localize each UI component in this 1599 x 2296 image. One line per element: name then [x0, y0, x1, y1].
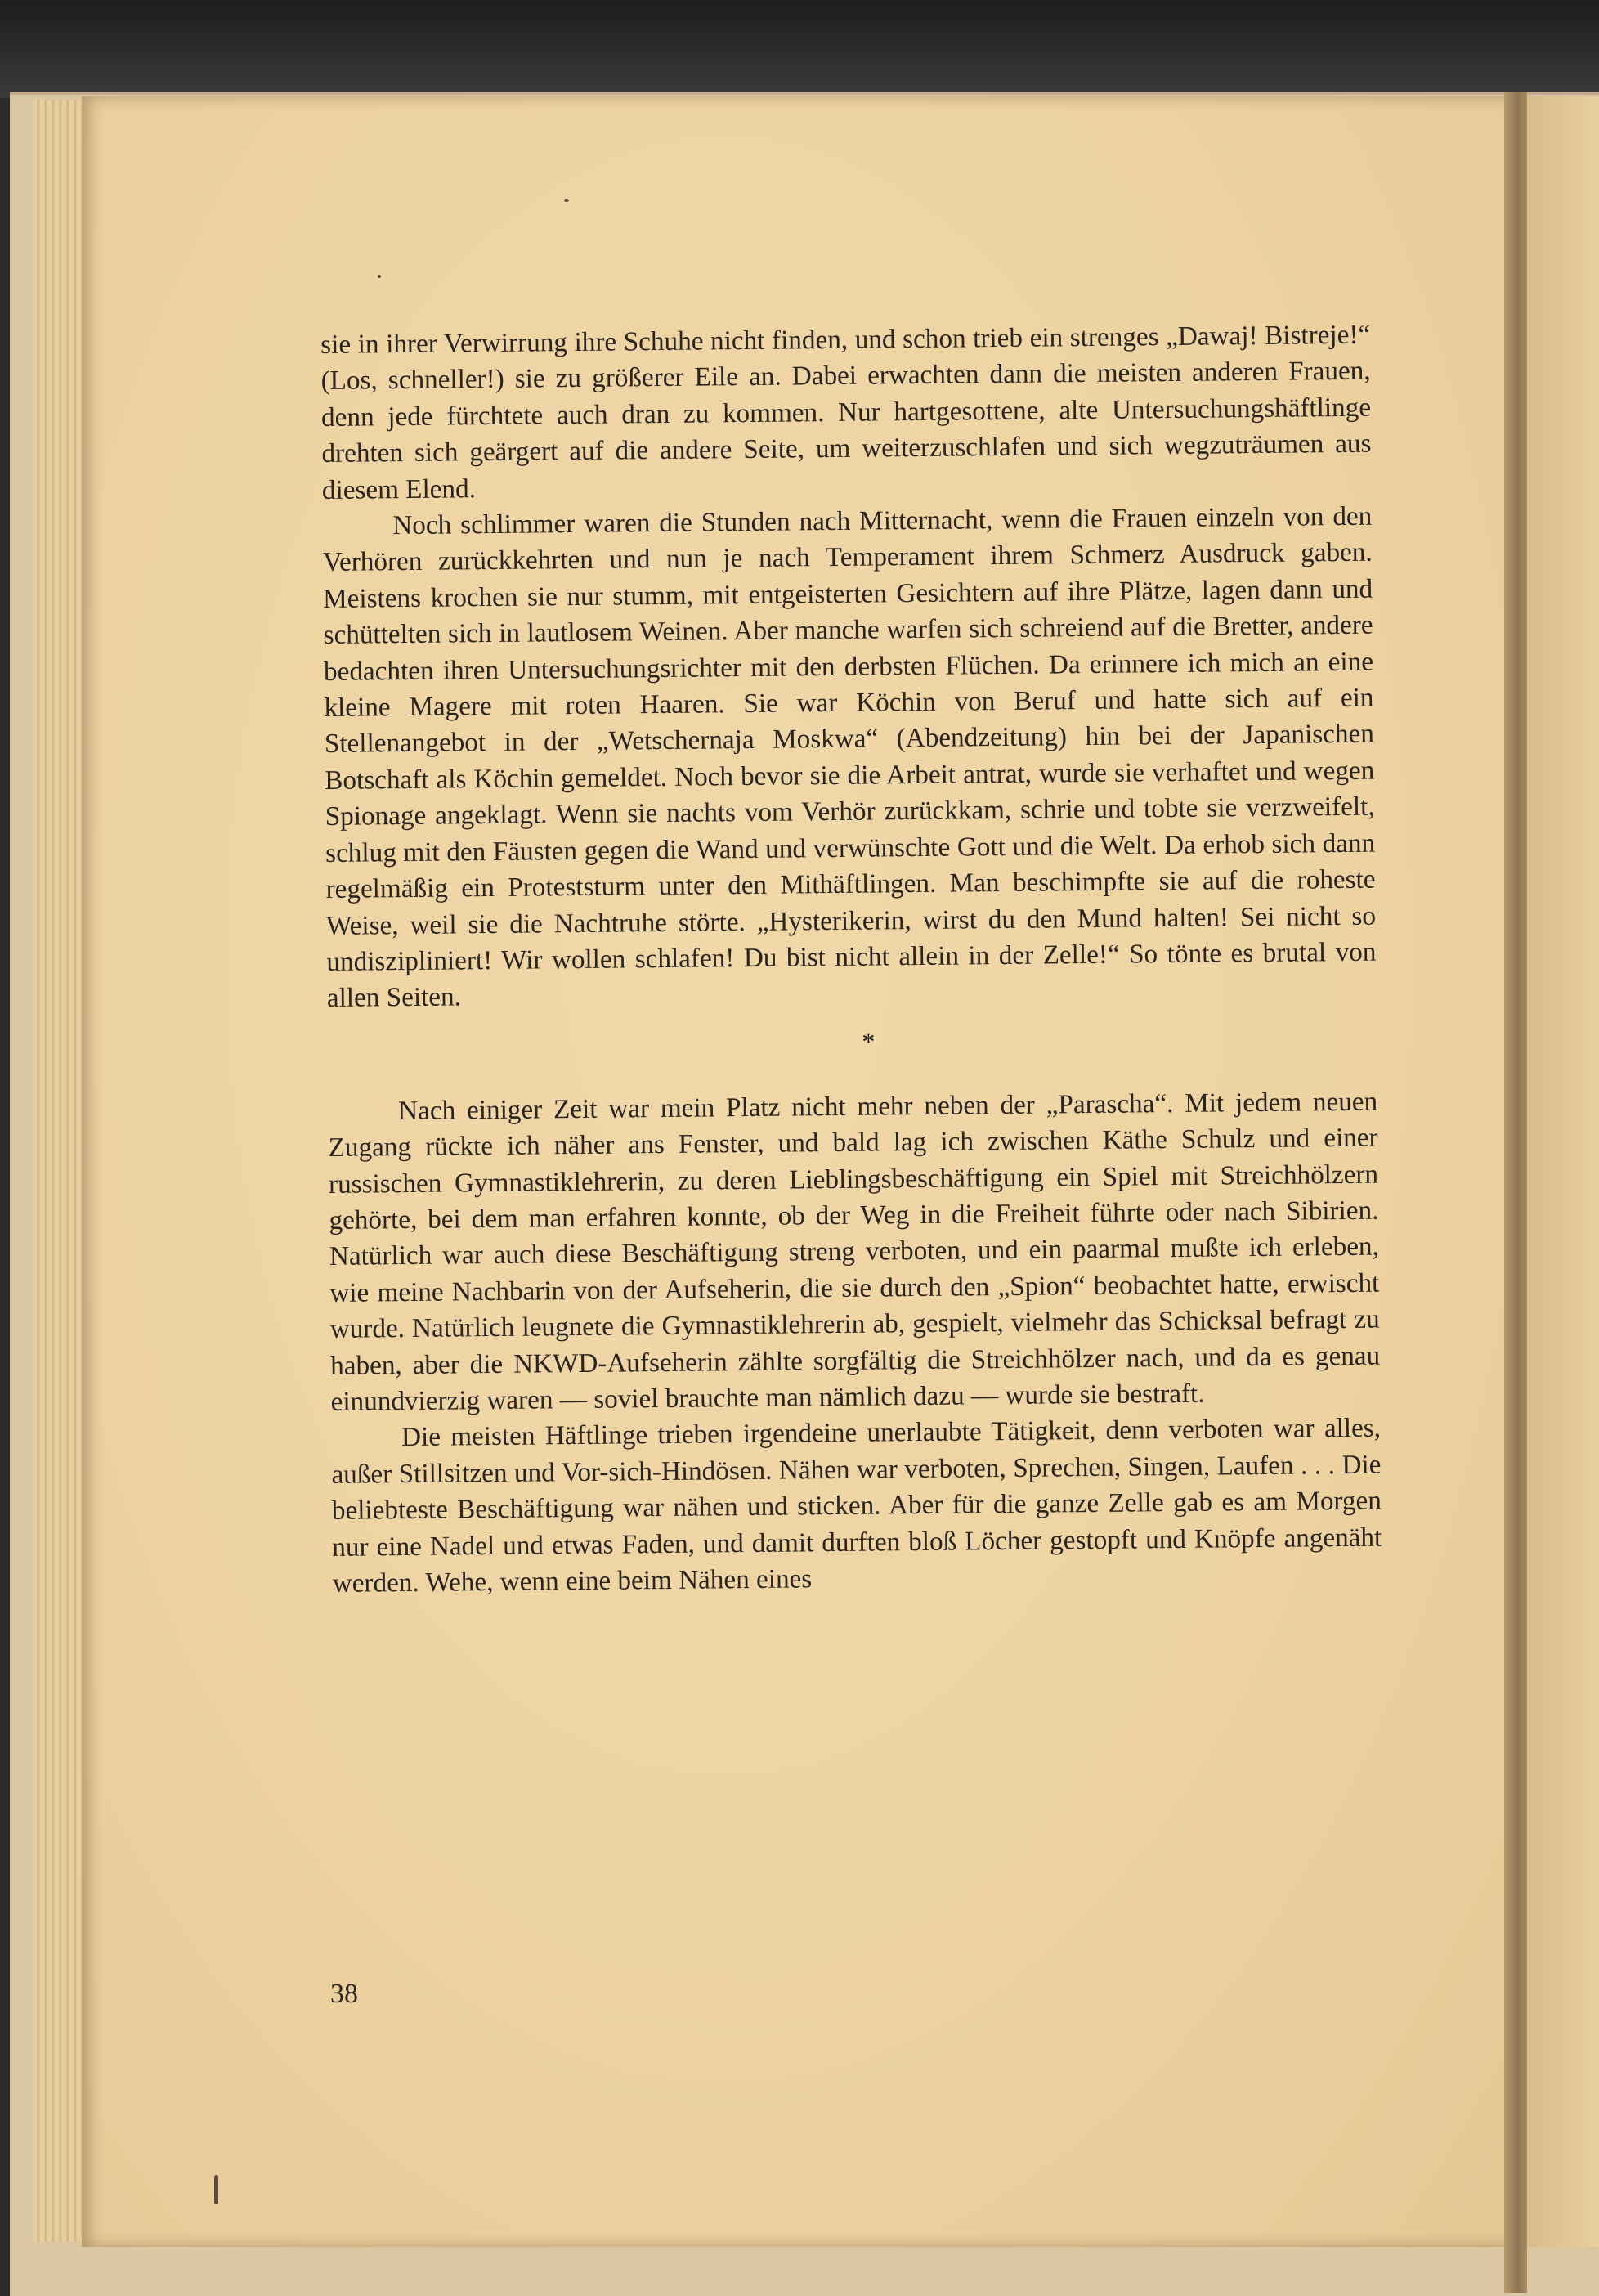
paragraph: Noch schlimmer waren die Stunden nach Mitternacht, wenn die Frauen einzeln von den Verhören zurückkehrten und nun je nach Temperament ihrem Schmerz Ausdruck gaben. Meistens krochen sie nur stumm, mit entgeisterten Gesichtern auf ihre Plätze, lagen dann und schüttelten sich in lautlosem Weinen. Aber manche warfen sich schreiend auf die Bretter, andere bedachten ihren Untersuchungsrichter mit den derbsten Flüchen. Da erinnere ich mich an eine kleine Magere mit roten Haaren. Sie war Köchin von Beruf und hatte sich auf ein Stellenangebot in der „Wetschernaja Moskwa“ (Abendzeitung) hin bei der Japanischen Botschaft als Köchin gemeldet. Noch bevor sie die Arbeit antrat, wurde sie verhaftet und wegen Spionage angeklagt. Wenn sie nachts vom Verhör zurückkam, schrie und tobte sie verzweifelt, schlug mit den Fäusten gegen die Wand und verwünschte Gott und die Welt. Da erhob sich dann regelmäßig ein Proteststurm unter den Mithäftlingen. Man beschimpfte sie auf die roheste Weise, weil sie die Nachtruhe störte. „Hysterikerin, wirst du den Mund halten! Sei nicht so undiszipliniert! Wir wollen schlafen! Du bist nicht allein in der Zelle!“ So tönte es brutal von allen Seiten.	[322, 500, 1377, 1014]
scan-background	[0, 0, 1599, 98]
paper-speck	[564, 199, 569, 202]
section-separator: *	[862, 1026, 876, 1056]
page-number: 38	[330, 1979, 358, 2009]
paragraph: sie in ihrer Verwirrung ihre Schuhe nicht finden, und schon trieb ein strenges „Dawaj! Bistreje!“ (Los, schneller!) sie zu größerer Eile an. Dabei erwachten dann die meisten anderen Frauen, denn jede fürchtete auch dran zu kommen. Nur hartgesottene, alte Untersuchungshäftlinge drehten sich geärgert auf die andere Seite, um weiterzuschlafen und sich wegzuträumen aus diesem Elend.	[320, 319, 1372, 505]
paragraph: Nach einiger Zeit war mein Platz nicht mehr neben der „Parascha“. Mit jedem neuen Zugang rückte ich näher ans Fenster, und bald lag ich zwischen Käthe Schulz und einer russischen Gymnastiklehrerin, zu deren Lieblingsbeschäftigung ein Spiel mit Streichhölzern gehörte, bei dem man erfahren konnte, ob der Weg in die Freiheit führte oder nach Sibirien. Natürlich war auch diese Beschäftigung streng verboten, und ein paarmal mußte ich erleben, wie meine Nachbarin von der Aufseherin, die sie durch den „Spion“ beobachtet hatte, erwischt wurde. Natürlich leugnete die Gymnastiklehrerin ab, gespielt, vielmehr das Schicksal befragt zu haben, aber die NKWD-Aufseherin zählte sorgfältig die Streichhölzer nach, und da es genau einundvierzig waren — soviel brauchte man nämlich dazu — wurde sie bestraft.	[328, 1086, 1381, 1417]
book-gutter	[1504, 92, 1527, 2293]
next-page-edge	[1527, 96, 1599, 2247]
paragraph: Die meisten Häftlinge trieben irgendeine unerlaubte Tätigkeit, denn verboten war alles, außer Stillsitzen und Vor-sich-Hindösen. Nähen war verboten, Sprechen, Singen, Laufen . . . Die beliebteste Beschäftigung war nähen und sticken. Aber für die ganze Zelle gab es am Morgen nur eine Nadel und etwas Faden, und damit durften bloß Löcher gestopft und Knöpfe angenäht werden. Wehe, wenn eine beim Nähen eines	[331, 1412, 1382, 1599]
body-text	[320, 317, 1382, 1603]
paper-speck	[378, 275, 381, 278]
paper-speck	[214, 2175, 218, 2204]
